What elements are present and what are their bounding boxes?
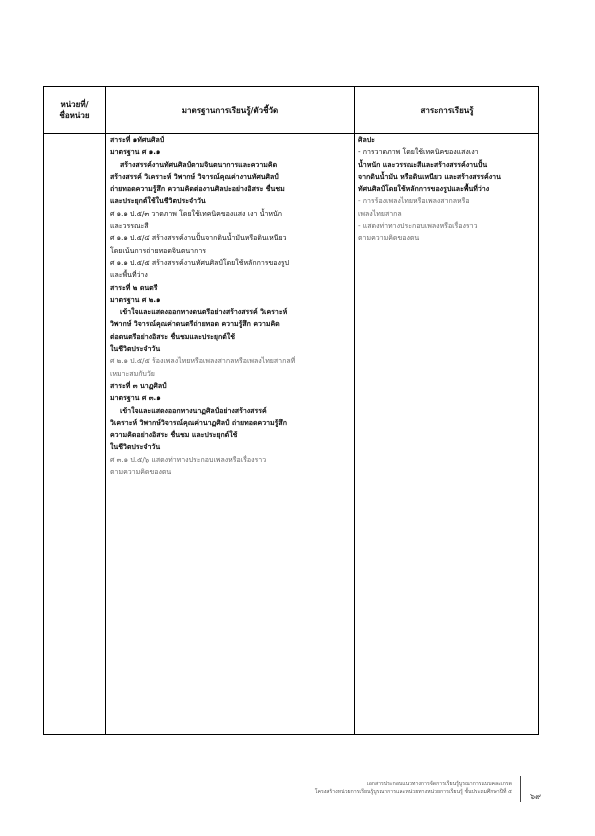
footer-subtitle: โครงสร้างหน่วยการเรียนรู้บูรณาการและหน่วยทางหน่วยการเรียนรู้ ชั้นประถมศึกษาปีที่ ๕ [314, 789, 512, 795]
standard-line: สร้างสรรค์งานทัศนศิลป์ตามจินตนาการและความคิด [120, 160, 278, 169]
header-unit [44, 87, 105, 133]
standard-line: มาตรฐาน ศ ๑.๑ [110, 148, 161, 157]
standard-line: และพื้นที่ว่าง [110, 271, 148, 280]
standard-line: เหมาะสมกับวัย [110, 369, 155, 378]
standard-line: ศ ๑.๑ ป.๕/๓ วาดภาพ โดยใช้เทคนิคของแสง เงา น้ำหนัก [110, 209, 283, 218]
content-line: น้ำหนัก และวรรณะสีและสร้างสรรค์งานปั้น [358, 160, 488, 169]
content-line: - แสดงท่าทางประกอบเพลงหรือเรื่องราว [358, 222, 478, 231]
content-line: ทัศนศิลป์โดยใช้หลักการของรูปและพื้นที่ว่าง [358, 185, 490, 194]
standard-line: วิพากษ์ วิจารณ์คุณค่าดนตรีถ่ายทอด ความรู้สึก ความคิด [110, 320, 280, 329]
standard-line: และประยุกต์ใช้ในชีวิตประจำวัน [110, 197, 206, 206]
standard-line: ศ ๓.๑ ป.๕/๖ แสดงท่าทางประกอบเพลงหรือเรื่องราว [110, 455, 267, 464]
standard-line: สร้างสรรค์ วิเคราะห์ วิพากษ์ วิจารณ์คุณค่างานทัศนศิลป์ [110, 172, 279, 181]
header-unit-line1: หน่วยที่/ [60, 100, 89, 109]
page-footer [300, 780, 512, 796]
standard-line: เข้าใจและแสดงออกทางนาฏศิลป์อย่างสร้างสรรค์ [120, 406, 267, 415]
column-divider [354, 87, 355, 734]
content-line: เพลงไทยสากล [358, 209, 402, 218]
curriculum-table [43, 86, 539, 735]
standard-line: สาระที่ ๑ทัศนศิลป์ [110, 136, 165, 144]
content-line: - การร้องเพลงไทยหรือเพลงสากลหรือ [358, 197, 470, 206]
footer-title: เอกสารประกอบแนวทางการจัดการเรียนรู้บูรณาการแบบคละเกรด [366, 781, 512, 787]
standard-line: ในชีวิตประจำวัน [110, 443, 161, 452]
header-content: สาระการเรียนรู้ [420, 105, 474, 115]
standard-line: โดยเน้นการถ่ายทอดจินตนาการ [110, 246, 207, 255]
column-divider [105, 87, 106, 734]
standard-line: ความคิดอย่างอิสระ ชื่นชม และประยุกต์ใช้ [110, 431, 238, 440]
standard-line: วิเคราะห์ วิพากษ์วิจารณ์คุณค่านาฏศิลป์ ถ่ายทอดความรู้สึก [110, 418, 287, 427]
standard-line: เข้าใจและแสดงออกทางดนตรีอย่างสร้างสรรค์ วิเคราะห์ [120, 308, 288, 317]
standard-line: ศ ๑.๑ ป.๕/๔ สร้างสรรค์งานปั้นจากดินน้ำมันหรือดินเหนียว [110, 234, 287, 243]
standard-line: ต่อดนตรีอย่างอิสระ ชื่นชมและประยุกต์ใช้ [110, 332, 235, 341]
content-line: ตามความคิดของตน [358, 234, 420, 243]
standard-line: ศ ๑.๑ ป.๕/๕ สร้างสรรค์งานทัศนศิลป์โดยใช้หลักการของรูป [110, 258, 290, 267]
standard-line: ศ ๒.๑ ป.๕/๕ ร้องเพลงไทยหรือเพลงสากลหรือเพลงไทยสากลที่ [110, 357, 296, 366]
footer-divider [520, 776, 521, 802]
standard-line: ในชีวิตประจำวัน [110, 345, 161, 354]
standard-line: มาตรฐาน ศ ๓.๑ [110, 394, 161, 403]
content-line: - การวาดภาพ โดยใช้เทคนิคของแสงเงา [358, 148, 479, 157]
content-line: จากดินน้ำมัน หรือดินเหนียว และสร้างสรรค์งาน [358, 172, 501, 181]
header-standard: มาตรฐานการเรียนรู้/ตัวชี้วัด [181, 105, 279, 115]
header-unit-line2: ชื่อหน่วย [59, 111, 90, 120]
standard-line: สาระที่ ๒ ดนตรี [110, 283, 158, 292]
contents-cell [358, 134, 538, 245]
standard-line: ตามความคิดของตน [110, 468, 172, 477]
page-number: ๖๙ [530, 792, 541, 801]
content-line: ศิลปะ [358, 136, 375, 144]
standards-cell [110, 134, 352, 478]
standard-line: และวรรณะสี [110, 222, 149, 231]
standard-line: มาตรฐาน ศ ๒.๑ [110, 295, 161, 304]
standard-line: สาระที่ ๓ นาฏศิลป์ [110, 381, 167, 390]
standard-line: ถ่ายทอดความรู้สึก ความคิดต่องานศิลปะอย่างอิสระ ชื่นชม [110, 185, 285, 194]
